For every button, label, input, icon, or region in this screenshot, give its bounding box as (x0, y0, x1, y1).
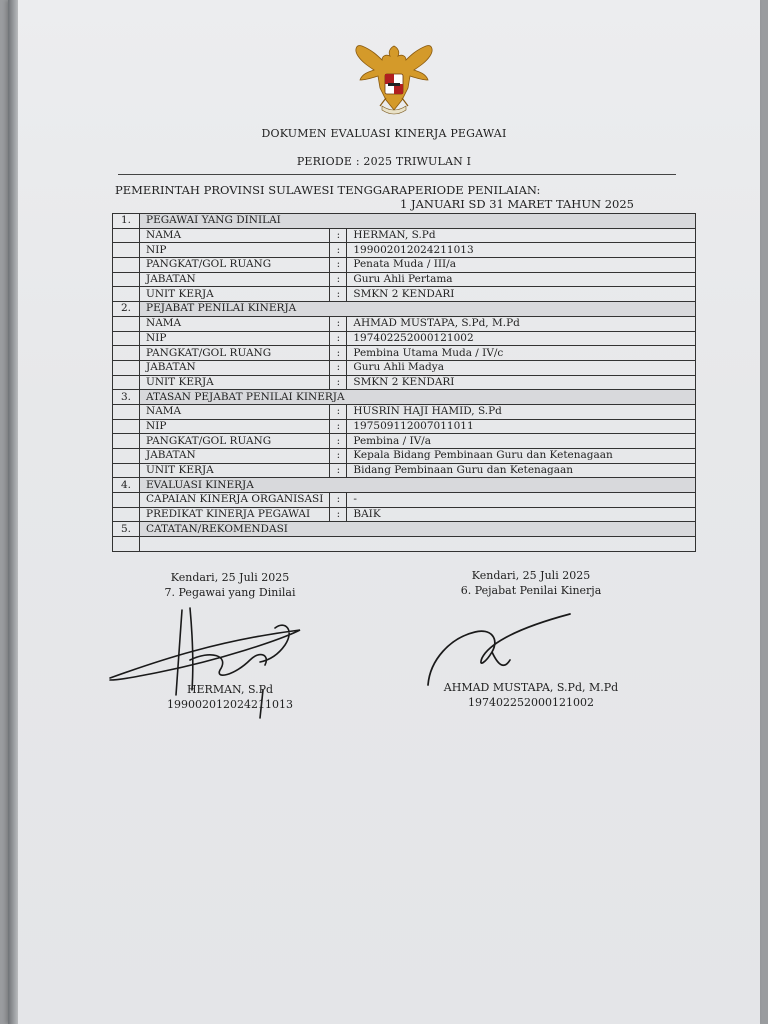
notes-area (140, 537, 696, 552)
field-value: HUSRIN HAJI HAMID, S.Pd (347, 404, 696, 419)
signer-nip: 199002012024211013 (167, 698, 293, 711)
number-column-spacer (113, 258, 140, 273)
field-separator: : (330, 507, 347, 522)
number-column-spacer (113, 243, 140, 258)
field-separator: : (330, 272, 347, 287)
field-separator: : (330, 331, 347, 346)
garuda-emblem-icon (352, 40, 436, 118)
table-row (113, 331, 696, 346)
section-header-row (113, 214, 696, 229)
number-column-spacer (113, 463, 140, 478)
signature-name-employee (120, 683, 340, 713)
signature-name-assessor (420, 681, 642, 711)
field-separator: : (330, 360, 347, 375)
field-separator: : (330, 316, 347, 331)
field-value: Penata Muda / III/a (347, 258, 696, 273)
section-title: PEGAWAI YANG DINILAI (140, 214, 696, 229)
table-row (113, 419, 696, 434)
field-label: NIP (140, 243, 330, 258)
field-separator: : (330, 346, 347, 361)
field-value: BAIK (347, 507, 696, 522)
field-separator: : (330, 493, 347, 508)
document-title: DOKUMEN EVALUASI KINERJA PEGAWAI (261, 127, 507, 140)
field-separator: : (330, 419, 347, 434)
number-column-spacer (113, 228, 140, 243)
signature-place-date: Kendari, 25 Juli 2025 (471, 569, 591, 582)
signer-name: HERMAN, S.Pd (186, 683, 274, 696)
page-edge-shadow (8, 0, 18, 1024)
number-column-spacer (113, 493, 140, 508)
field-label: UNIT KERJA (140, 463, 330, 478)
signature-role: 7. Pegawai yang Dinilai (164, 586, 296, 599)
signature-block-assessor (420, 569, 642, 599)
field-separator: : (330, 258, 347, 273)
signer-nip: 197402252000121002 (468, 696, 594, 709)
number-column-spacer (113, 404, 140, 419)
government-line: PEMERINTAH PROVINSI SULAWESI TENGGARAPERIODE PENILAIAN: (115, 183, 541, 197)
section-number: 2. (113, 302, 140, 317)
table-row (113, 258, 696, 273)
table-row (113, 449, 696, 464)
number-column-spacer (113, 375, 140, 390)
number-column-spacer (113, 346, 140, 361)
number-column-spacer (113, 434, 140, 449)
number-column-spacer (113, 449, 140, 464)
field-value: Bidang Pembinaan Guru dan Ketenagaan (347, 463, 696, 478)
table-row (113, 272, 696, 287)
signer-name: AHMAD MUSTAPA, S.Pd, M.Pd (443, 681, 619, 694)
field-value: AHMAD MUSTAPA, S.Pd, M.Pd (347, 316, 696, 331)
table-row (113, 493, 696, 508)
field-label: UNIT KERJA (140, 287, 330, 302)
table-row (113, 375, 696, 390)
number-column-spacer (113, 272, 140, 287)
empty-notes-row (113, 537, 696, 552)
table-row (113, 346, 696, 361)
number-column-spacer (113, 419, 140, 434)
number-column-spacer (113, 316, 140, 331)
field-label: PANGKAT/GOL RUANG (140, 258, 330, 273)
table-row (113, 434, 696, 449)
evaluation-table (112, 213, 696, 552)
signature-place-date: Kendari, 25 Juli 2025 (170, 571, 290, 584)
field-label: PREDIKAT KINERJA PEGAWAI (140, 507, 330, 522)
field-label: JABATAN (140, 449, 330, 464)
title-divider (118, 174, 676, 175)
field-value: SMKN 2 KENDARI (347, 375, 696, 390)
field-value: Kepala Bidang Pembinaan Guru dan Ketenagaan (347, 449, 696, 464)
table-row (113, 404, 696, 419)
field-label: JABATAN (140, 272, 330, 287)
number-column-spacer (113, 507, 140, 522)
field-label: NAMA (140, 228, 330, 243)
field-separator: : (330, 228, 347, 243)
field-separator: : (330, 463, 347, 478)
field-value: 199002012024211013 (347, 243, 696, 258)
field-separator: : (330, 449, 347, 464)
section-number: 5. (113, 522, 140, 537)
section-number: 1. (113, 214, 140, 229)
field-value: Pembina / IV/a (347, 434, 696, 449)
field-label: JABATAN (140, 360, 330, 375)
table-row (113, 360, 696, 375)
field-value: Guru Ahli Pertama (347, 272, 696, 287)
field-separator: : (330, 375, 347, 390)
table-row (113, 463, 696, 478)
section-header-row (113, 302, 696, 317)
number-column-spacer (113, 537, 140, 552)
section-number: 3. (113, 390, 140, 405)
number-column-spacer (113, 287, 140, 302)
field-label: NAMA (140, 316, 330, 331)
table-row (113, 243, 696, 258)
field-separator: : (330, 404, 347, 419)
number-column-spacer (113, 360, 140, 375)
signature-role: 6. Pejabat Penilai Kinerja (460, 584, 602, 597)
field-value: - (347, 493, 696, 508)
field-separator: : (330, 434, 347, 449)
field-label: NIP (140, 331, 330, 346)
table-row (113, 507, 696, 522)
section-title: EVALUASI KINERJA (140, 478, 696, 493)
field-separator: : (330, 287, 347, 302)
table-row (113, 316, 696, 331)
number-column-spacer (113, 331, 140, 346)
field-value: 197402252000121002 (347, 331, 696, 346)
field-value: HERMAN, S.Pd (347, 228, 696, 243)
assessment-period: 1 JANUARI SD 31 MARET TAHUN 2025 (400, 197, 635, 211)
signature-block-employee (120, 571, 340, 601)
section-header-row (113, 522, 696, 537)
field-label: PANGKAT/GOL RUANG (140, 346, 330, 361)
field-label: PANGKAT/GOL RUANG (140, 434, 330, 449)
field-label: NAMA (140, 404, 330, 419)
field-label: NIP (140, 419, 330, 434)
table-row (113, 287, 696, 302)
field-value: Pembina Utama Muda / IV/c (347, 346, 696, 361)
section-number: 4. (113, 478, 140, 493)
table-row (113, 228, 696, 243)
section-header-row (113, 478, 696, 493)
document-period: PERIODE : 2025 TRIWULAN I (296, 155, 472, 168)
section-title: PEJABAT PENILAI KINERJA (140, 302, 696, 317)
field-value: SMKN 2 KENDARI (347, 287, 696, 302)
field-label: CAPAIAN KINERJA ORGANISASI (140, 493, 330, 508)
field-value: Guru Ahli Madya (347, 360, 696, 375)
field-value: 197509112007011011 (347, 419, 696, 434)
section-header-row (113, 390, 696, 405)
field-separator: : (330, 243, 347, 258)
section-title: CATATAN/REKOMENDASI (140, 522, 696, 537)
section-title: ATASAN PEJABAT PENILAI KINERJA (140, 390, 696, 405)
field-label: UNIT KERJA (140, 375, 330, 390)
